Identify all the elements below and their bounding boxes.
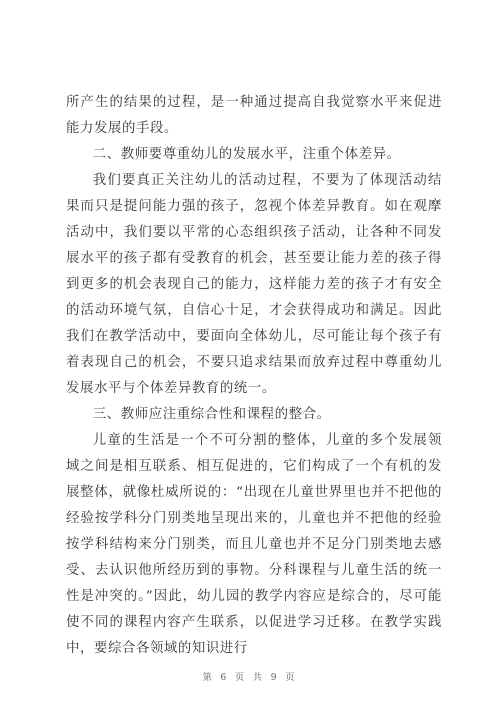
document-body (66, 90, 442, 662)
section-heading-3: 三、教师应注重综合性和课程的整合。 (92, 407, 331, 422)
paragraph-continuation: 所产生的结果的过程，是一种通过提高自我觉察水平来促进能力发展的手段。 (66, 95, 442, 136)
page-number: 第 6 页 共 9 页 (202, 673, 298, 683)
section-heading-2: 二、教师要尊重幼儿的发展水平，注重个体差异。 (92, 147, 401, 162)
paragraph: 我们要真正关注幼儿的活动过程，不要为了体现活动结果而只是提问能力强的孩子，忽视个体差异教育。如在观摩活动中，我们要以平常的心态组织孩子活动，让各种不同发展水平的孩子都有受教育的机会，甚至要让能力差的孩子得到更多的机会表现自己的能力，这样能力差的孩子才有安全的活动环境气氛，自信心十足，才会获得成功和满足。因此我们在教学活动中，要面向全体幼儿，尽可能让每个孩子有着表现自己的机会，不要只追求结果而放弃过程中尊重幼儿发展水平与个体差异教育的统一。 (66, 173, 442, 396)
paragraph: 儿童的生活是一个不可分割的整体，儿童的多个发展领域之间是相互联系、相互促进的，它们构成了一个有机的发展整体，就像杜威所说的：“出现在儿童世界里也并不把他的经验按学科分门别类地呈现出来的，儿童也并不把他的经验按学科结构来分门别类，而且儿童也并不足分门别类地去感受、去认识他所经历到的事物。分科课程与儿童生活的统一性是冲突的。”因此，幼儿园的教学内容应是综合的，尽可能使不同的课程内容产生联系，以促进学习迁移。在教学实践中，要综合各领域的知识进行 (66, 433, 442, 656)
